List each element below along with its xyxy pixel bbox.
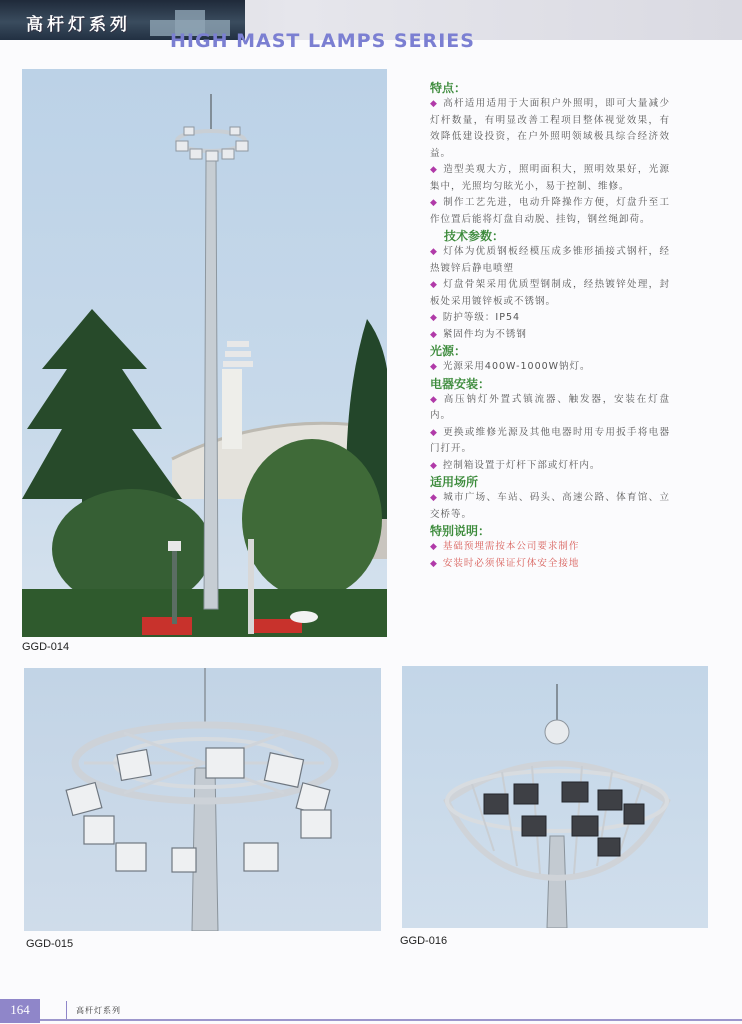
page-number: 164 [0,999,40,1023]
section-title-tech: 技术参数： [444,229,505,243]
diamond-bullet-icon: ◆ [430,394,439,405]
spec-column [430,80,670,572]
feature-item: ◆ 制作工艺先进，电动升降操作方便，灯盘升至工作位置后能将灯盘自动脱、挂钩，钢丝绳卸荷。 [430,197,670,225]
section-title-light-source: 光源： [430,344,467,358]
product-code-ggd-015: GGD-015 [26,938,74,950]
place-item: ◆ 城市广场、车站、码头、高速公路、体育馆、立交桥等。 [430,492,670,520]
diamond-bullet-icon: ◆ [430,329,438,340]
diamond-bullet-icon: ◆ [430,427,439,438]
special-item: ◆ 安装时必须保证灯体安全接地 [430,557,580,569]
footer-series-label: 高杆灯系列 [76,1006,121,1015]
product-photo-ggd-015 [24,668,381,931]
tech-item: ◆ 紧固件均为不锈钢 [430,328,527,340]
diamond-bullet-icon: ◆ [430,165,439,175]
light-item: ◆ 光源采用400W-1000W钠灯。 [430,361,591,372]
electric-item: ◆ 更换或维修光源及其他电器时用专用扳手将电器门打开。 [430,426,670,454]
section-title-places: 适用场所 [430,475,479,489]
feature-item: ◆ 造型美观大方，照明面积大，照明效果好，光源集中，光照均匀眩光小，易于控制、维修。 [430,164,670,192]
footer-rule [40,1019,742,1021]
lamp-head-illustration [24,668,381,931]
feature-item: ◆ 高杆适用适用于大面积户外照明，即可大量减少灯杆数量，有明显改善工程项目整体视觉效果，有效降低建设投资，在户外照明领域极具综合经济效益。 [430,98,670,159]
diamond-bullet-icon: ◆ [430,247,439,257]
tech-item: ◆ 灯体为优质钢板经模压成多锥形插接式钢杆，经热镀锌后静电喷塑 [430,246,670,274]
diamond-bullet-icon: ◆ [430,542,438,552]
footer-divider [66,1001,67,1019]
diamond-bullet-icon: ◆ [430,558,438,569]
diamond-bullet-icon: ◆ [430,493,439,503]
diamond-bullet-icon: ◆ [430,313,438,323]
special-item: ◆ 基础预埋需按本公司要求制作 [430,541,580,552]
product-code-ggd-016: GGD-016 [400,935,448,947]
lamp-head-illustration [402,666,708,928]
header-title-en: HIGH MAST LAMPS SERIES [170,30,475,52]
section-title-electric: 电器安装： [430,376,491,391]
tech-item: ◆ 防护等级：IP54 [430,312,521,323]
section-title-special: 特别说明： [430,524,491,538]
product-photo-ggd-016 [402,666,708,928]
diamond-bullet-icon: ◆ [430,362,438,372]
header-title-cn: 高杆灯系列 [26,15,131,35]
high-mast-lamp-illustration [22,69,387,637]
diamond-bullet-icon: ◆ [430,460,438,471]
section-title-features: 特点： [430,81,467,95]
diamond-bullet-icon: ◆ [430,198,439,208]
product-photo-ggd-014 [22,69,387,637]
product-code-ggd-014: GGD-014 [22,641,70,653]
diamond-bullet-icon: ◆ [430,280,439,290]
electric-item: ◆ 高压钠灯外置式镇流器、触发器，安装在灯盘内。 [430,393,670,421]
diamond-bullet-icon: ◆ [430,99,439,109]
tech-item: ◆ 灯盘骨架采用优质型钢制成，经热镀锌处理，封板处采用镀锌板或不锈钢。 [430,279,670,307]
electric-item: ◆ 控制箱设置于灯杆下部或灯杆内。 [430,459,601,471]
